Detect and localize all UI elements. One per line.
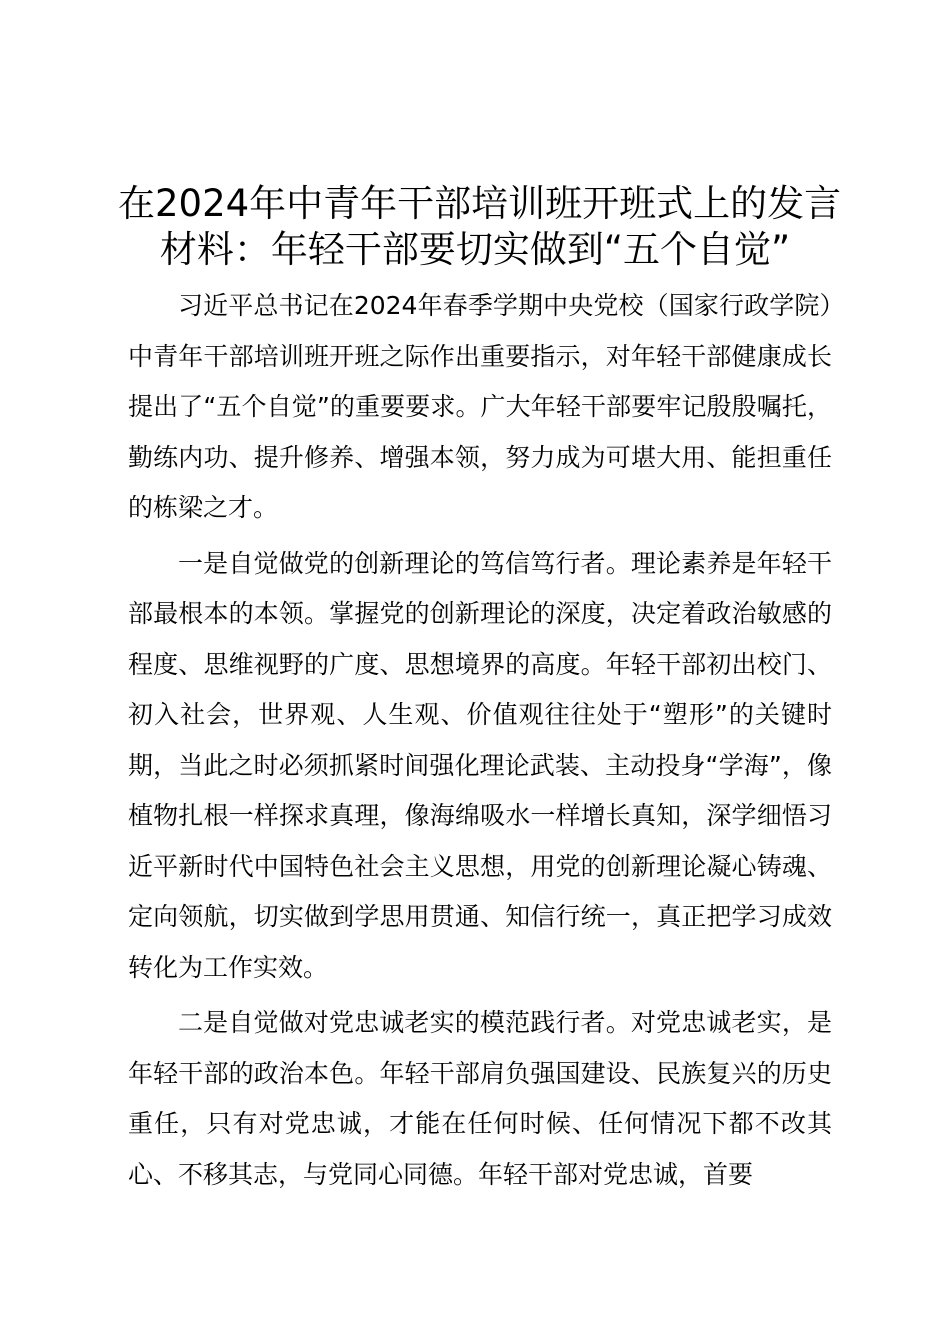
paragraph-point-one: 一是自觉做党的创新理论的笃信笃行者。理论素养是年轻干部最根本的本领。掌握党的创新理论的深度，决定着政治敏感的程度、思维视野的广度、思想境界的高度。年轻干部初出校门、初入社会，世界观、人生观、价值观往往处于“塑形”的关键时期，当此之时必须抓紧时间强化理论武装、主动投身“学海”，像植物扎根一样探求真理，像海绵吸水一样增长真知，深学细悟习近平新时代中国特色社会主义思想，用党的创新理论凝心铸魂、定向领航，切实做到学思用贯通、知信行统一，真正把学习成效转化为工作实效。: [128, 548, 832, 982]
document-title: [118, 181, 842, 273]
title-line-2: 材料：年轻干部要切实做到“五个自觉”: [159, 228, 791, 271]
title-line-1: 在2024年中青年干部培训班开班式上的发言: [118, 182, 842, 225]
document-body: [128, 281, 832, 1205]
paragraph-point-two: 二是自觉做对党忠诚老实的模范践行者。对党忠诚老实，是年轻干部的政治本色。年轻干部肩负强国建设、民族复兴的历史重任，只有对党忠诚，才能在任何时候、任何情况下都不改其心、不移其志，与党同心同德。年轻干部对党忠诚，首要: [128, 1008, 832, 1189]
paragraph-intro: 习近平总书记在2024年春季学期中央党校（国家行政学院）中青年干部培训班开班之际作出重要指示，对年轻干部健康成长提出了“五个自觉”的重要要求。广大年轻干部要牢记殷殷嘱托，勤练内功、提升修养、增强本领，努力成为可堪大用、能担重任的栋梁之才。: [128, 291, 832, 522]
